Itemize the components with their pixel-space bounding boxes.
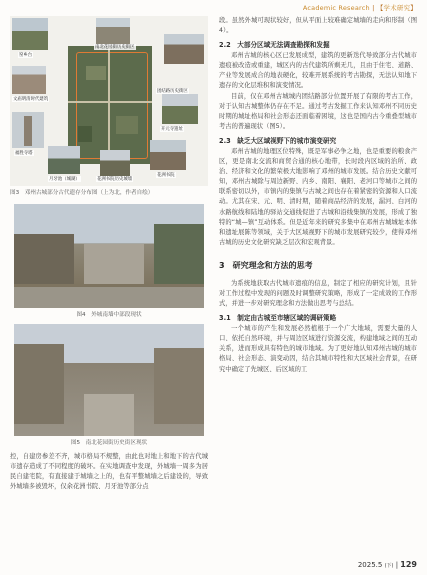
issue-number: 2025.5 — [357, 561, 383, 569]
figure-5-caption: 图5 南北花园街历史街区现状 — [70, 440, 148, 446]
label-huazhou-wall: 花洲书院历史城墙 — [97, 177, 133, 182]
section-name: 学术研究 — [383, 4, 411, 12]
section-2-3-heading: 2.3 缺乏大区域视野下的城市演变研究 — [219, 136, 337, 145]
label-tuanjie-road: 团结路历史街区 — [157, 89, 188, 94]
photo-nanbei-street — [96, 18, 130, 44]
left-body-paragraph: 控，自建房参差不齐，城市格局不规整，由此也对地上和地下的古代城市遗存造成了不同程度的破坏。在实地调查中发现，外城墙一周多为居民自建宅院，有直接建于城墙之上的，也有平整城墙之后建设的，导致外城墙多被毁坏，仅余花洲书院、月牙池等部分点 — [10, 453, 208, 491]
photo-huazhou-academy — [150, 140, 186, 170]
photo-pagoda — [12, 112, 44, 148]
label-yueya: 月牙池（城湖） — [49, 177, 80, 182]
running-header — [303, 3, 417, 12]
section-3-paragraph: 为系统地获取古代城市遗痕的信息，制定了相应的研究计划，且针对工作过程中发现的问题及时调整研究策略，形成了一定成效的工作形式，并进一步对研究理念和方法做出思考与总结。 — [219, 279, 417, 308]
left-column — [10, 16, 208, 492]
intro-paragraph: 段。虽然外城可现状较好，但从平面上较难确定城墙的走向和形制（图4）。 — [219, 17, 417, 35]
page-number: 129 — [400, 560, 417, 569]
label-kaiyuan: 开元寺遗址 — [161, 127, 183, 132]
figure-5-photo — [14, 324, 204, 436]
page-footer — [358, 560, 417, 569]
section-2-2-heading: 2.2 大部分区域无法调查勘探和发掘 — [219, 41, 330, 50]
header-bracket: 】 — [410, 4, 417, 12]
label-temple: 文庙明清时代建筑 — [13, 97, 49, 102]
footer-divider: | — [395, 561, 401, 569]
section-3-1-paragraph: 一个城市的产生和发展必然植根于一个广大地域，需要大量的人口、依托自然环境，并与周边区域进行资源交流，构建地域之间的互动关系，进而形成具有特色的城市地域。为了更好地认知邓州古城的城市格局、社会形态、演变动因，结合其城市特性和大区域社会背景，在研究中确定了先城区、后区域的工 — [219, 325, 417, 373]
section-2-2-paragraph-1: 邓州古城的核心区已发展成型，建筑的更新迭代导致部分古代城市遗痕被改造或重建，城区内的古代建筑所剩无几，且由于住宅、道路、产业等发展成合的地表硬化，较难开展系统的考古勘探，无法认知地下遗存的文化层堆积和演变情况。 — [219, 52, 417, 90]
section-3-heading: 3 研究理念和方法的思考 — [219, 260, 313, 270]
photo-yueya-pond — [48, 146, 80, 174]
photo-temple — [12, 66, 46, 94]
satellite-map — [68, 46, 152, 164]
section-2-3-paragraph: 邓州古城的地理区位特殊，既是军事必争之地，也是重要的粮食产区，更是南北交流和商贸合通的核心地带，长时段内区域的治所、政治、经济和文化的繁荣极大地影响了邓州的城市发展。结合历史文献可知，邓州古城除与周边新野、内乡、南阳、襄阳、老河口等城市之间的联系密切以外，市镇内的集镇与古城之间也存在着紧密的资源和人口流动。尤其在宋、元、明、清时期，随着商品经济的发展，漏河、白河的水路航线和陆地的驿站交通线促进了古城和沿线集镇的发展，形成了独特的“城—镇”互动体系。但是近年来的研究多集中在邓州古城城址本体和遗址展陈等领域，关于大区域视野下的城市发展研究较少，使得邓州古城的历史文化研究缺乏层次和宏观背景。 — [219, 147, 417, 246]
label-pagoda: 福胜寺塔 — [15, 151, 33, 156]
right-column — [219, 16, 417, 375]
label-nanbei-street: 南北花园街历史街区 — [95, 45, 135, 50]
photo-kaiyuan-site — [162, 94, 198, 124]
figure-4-photo — [14, 204, 204, 308]
figure-4-caption: 图4 外城南墙中部段现状 — [76, 312, 142, 318]
header-separator: | 【 — [372, 4, 384, 12]
photo-yaoxiangtai — [12, 18, 48, 50]
figure-3-map — [10, 16, 208, 186]
photo-tuanjie-road — [164, 34, 204, 64]
label-huazhou-academy: 花洲书院 — [157, 173, 175, 178]
figure-3-caption: 图3 邓州古城部分古代遗存分布图（上为北，作者自绘） — [10, 190, 154, 196]
section-3-1-heading: 3.1 制定由古城至市辖区域的调研策略 — [219, 314, 337, 323]
label-yaoxiangtai: 窑乡台 — [19, 53, 33, 58]
issue-sub: (下) — [384, 563, 394, 569]
photo-huazhou-wall — [100, 150, 130, 176]
section-2-2-paragraph-2: 目前，仅在邓州古城城内团结路部分位置开展了有限的考古工作，对于认知古城整体仍存在不足。通过考古发掘工作来认知邓州不同历史时期的城址格局和社会形态还面临着困境，这也是国内古今重叠型城市考古的普遍现状（图5）。 — [219, 92, 417, 130]
journal-name: Academic Research — [302, 4, 370, 12]
